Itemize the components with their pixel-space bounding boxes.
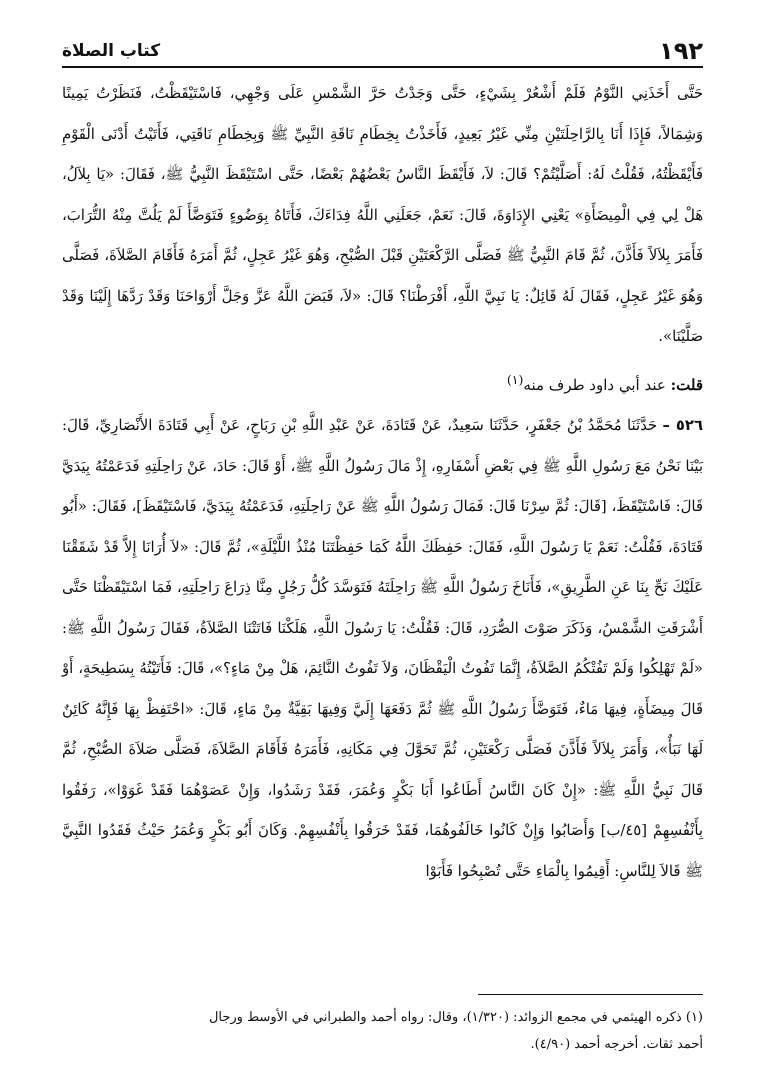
note-label: قلت: bbox=[670, 375, 703, 394]
footnote-line-1: (١) ذكره الهيثمي في مجمع الزوائد: (١/٣٢٠)، وقال: رواه أحمد والطبراني في الأوسط ورجال bbox=[208, 1010, 703, 1025]
hadith-526-text: حَدَّثَنَا مُحَمَّدُ بْنُ جَعْفَرٍ، حَدَّثَنَا سَعِيدٌ، عَنْ قَتَادَةَ، عَنْ عَبْدِ اللَّهِ بْنِ رَبَاحٍ، عَنْ أَبِي قَتَادَةَ الأَنْصَارِيِّ، قَالَ: بَيْنَا نَحْنُ مَعَ رَسُولِ اللَّهِ ﷺ فِي بَعْضِ أَسْفَارِهِ، إِذْ مَالَ رَسُولُ اللَّهِ ﷺ، أَوْ قَالَ: حَادَ، عَنْ رَاحِلَتِهِ فَدَعَمْتُهُ بِيَدَيَّ قَالَ: فَاسْتَيْقَظَ، [قَالَ: ثُمَّ سِرْنَا قَالَ: فَمَالَ رَسُولُ اللَّهِ ﷺ عَنْ رَاحِلَتِهِ، فَدَعَمْتُهُ بِيَدَيَّ، فَاسْتَيْقَظَ]، فَقَالَ: «أَبُو قَتَادَةَ، فَقُلْتُ: نَعَمْ يَا رَسُولَ اللَّهِ، فَقَالَ: حَفِظَكَ اللَّهُ كَمَا حَفِظْتَنَا مُنْذُ اللَّيْلَةِ»، ثُمَّ قَالَ: «لاَ أُرَانَا إِلاَّ قَدْ شَقَقْنَا عَلَيْكَ نَحِّ بِنَا عَنِ الطَّرِيقِ»، فَأَنَاخَ رَسُولُ اللَّهِ ﷺ رَاحِلَتَهُ فَتَوَسَّدَ كُلُّ رَجُلٍ مِنَّا ذِرَاعَ رَاحِلَتِهِ، فَمَا اسْتَيْقَظْنَا حَتَّى أَشْرَقَتِ الشَّمْسُ، وَذَكَرَ صَوْتَ الصُّرَدِ، قَالَ: فَقُلْتُ: يَا رَسُولَ اللَّهِ، هَلَكْنَا فَاتَتْنَا الصَّلاَةُ، فَقَالَ رَسُولُ اللَّهِ ﷺ: «لَمْ تَهْلِكُوا وَلَمْ تَفُتْكُمُ الصَّلاَةُ، إِنَّمَا تَفُوتُ الْيَقْظَانَ، وَلاَ تَفُوتُ النَّائِمَ، هَلْ مِنْ مَاءٍ؟»، قَالَ: فَأَتَيْتُهُ بِسَطِيحَةٍ، أَوْ قَالَ مِيضَأَةٍ، فِيهَا مَاءٌ، فَتَوَضَّأَ رَسُولُ اللَّهِ ﷺ ثُمَّ دَفَعَهَا إِلَيَّ وَفِيهَا بَقِيَّةٌ مِنْ مَاءٍ، قَالَ: «احْتَفِظْ بِهَا فَإِنَّهُ كَائِنٌ لَهَا نَبَأٌ»، وَأَمَرَ بِلاَلاً فَأَذَّنَ فَصَلَّى رَكْعَتَيْنِ، ثُمَّ تَحَوَّلَ فِي مَكَانِهِ، فَأَمَرَهُ فَأَقَامَ الصَّلاَةَ، فَصَلَّى صَلاَةَ الصُّبْحِ، ثُمَّ قَالَ نَبِيُّ اللَّهِ ﷺ: «إِنْ كَانَ النَّاسُ أَطَاعُوا أَبَا بَكْرٍ وَعُمَرَ، فَقَدْ رَشَدُوا، وَإِنْ عَصَوْهُمَا فَقَدْ غَوَوْا»، رَفَقُوا بِأَنْفُسِهِمْ [٤٥/ب] وَأَصَابُوا وَإِنْ كَانُوا خَالَفُوهُمَا، فَقَدْ خَرَقُوا بِأَنْفُسِهِمْ. وَكَانَ أَبُو بَكْرٍ وَعُمَرُ حَيْثُ فَقَدُوا النَّبِيَّ ﷺ قَالاَ لِلنَّاسِ: أَقِيمُوا بِالْمَاءِ حَتَّى تُصْبِحُوا فَأَبَوْا bbox=[62, 417, 703, 880]
footnotes bbox=[62, 1004, 703, 1058]
note-text: عند أبي داود طرف منه bbox=[523, 375, 671, 394]
hadith-526 bbox=[62, 406, 703, 892]
header-divider bbox=[62, 66, 703, 68]
editor-note bbox=[62, 360, 703, 406]
main-text bbox=[62, 74, 703, 892]
page-number: ١٩٢ bbox=[659, 37, 703, 65]
footnote-line-2: أحمد ثقات. أخرجه أحمد (٤/٩٠). bbox=[530, 1037, 703, 1052]
footnote-ref[interactable]: (١) bbox=[506, 371, 524, 387]
hadith-525-continuation: حَتَّى أَخَذَنِي النَّوْمُ فَلَمْ أَشْعُرْ بِشَيْءٍ، حَتَّى وَجَدْتُ حَرَّ الشَّمْسِ عَلَى وَجْهِي، فَاسْتَيْقَظْتُ، فَنَظَرْتُ يَمِينًا وَشِمَالاً، فَإِذَا أَنَا بِالرَّاحِلَتَيْنِ مِنِّي غَيْرُ بَعِيدٍ، فَأَخَذْتُ بِخِطَامِ نَاقَةِ النَّبِيِّ ﷺ وَبِخِطَامِ نَاقَتِي، فَأَتَيْتُ أَدْنَى الْقَوْمِ فَأَيْقَظْتُهُ، فَقُلْتُ لَهُ: أَصَلَّيْتُمْ؟ قَالَ: لاَ، فَأَيْقَظَ النَّاسُ بَعْضُهُمْ بَعْضًا، حَتَّى اسْتَيْقَظَ النَّبِيُّ ﷺ، فَقَالَ: «يَا بِلاَلُ، هَلْ لِي فِي الْمِيضَأَةِ» يَعْنِي الإِدَاوَةَ، قَالَ: نَعَمْ، جَعَلَنِي اللَّهُ فِدَاءَكَ، فَأَتَاهُ بِوَضُوءٍ فَتَوَضَّأَ لَمْ يَلُتَّ مِنْهُ التُّرَابَ، فَأَمَرَ بِلاَلاً فَأَذَّنَ، ثُمَّ قَامَ النَّبِيُّ ﷺ فَصَلَّى الرَّكْعَتَيْنِ قَبْلَ الصُّبْحِ، وَهُوَ غَيْرُ عَجِلٍ، ثُمَّ أَمَرَهُ فَأَقَامَ الصَّلاَةَ، فَصَلَّى وَهُوَ غَيْرُ عَجِلٍ، فَقَالَ لَهُ قَائِلٌ: يَا نَبِيَّ اللَّهِ، أَفْرَطْنَا؟ قَالَ: «لاَ، قَبَضَ اللَّهُ عَزَّ وَجَلَّ أَرْوَاحَنَا وَقَدْ رَدَّهَا إِلَيْنَا وَقَدْ صَلَّيْنَا». bbox=[62, 85, 703, 345]
page-header bbox=[62, 30, 703, 66]
hadith-number: ٥٢٦ – bbox=[662, 417, 703, 434]
chapter-title: كتاب الصلاة bbox=[62, 41, 161, 61]
footnote-divider bbox=[478, 994, 703, 995]
